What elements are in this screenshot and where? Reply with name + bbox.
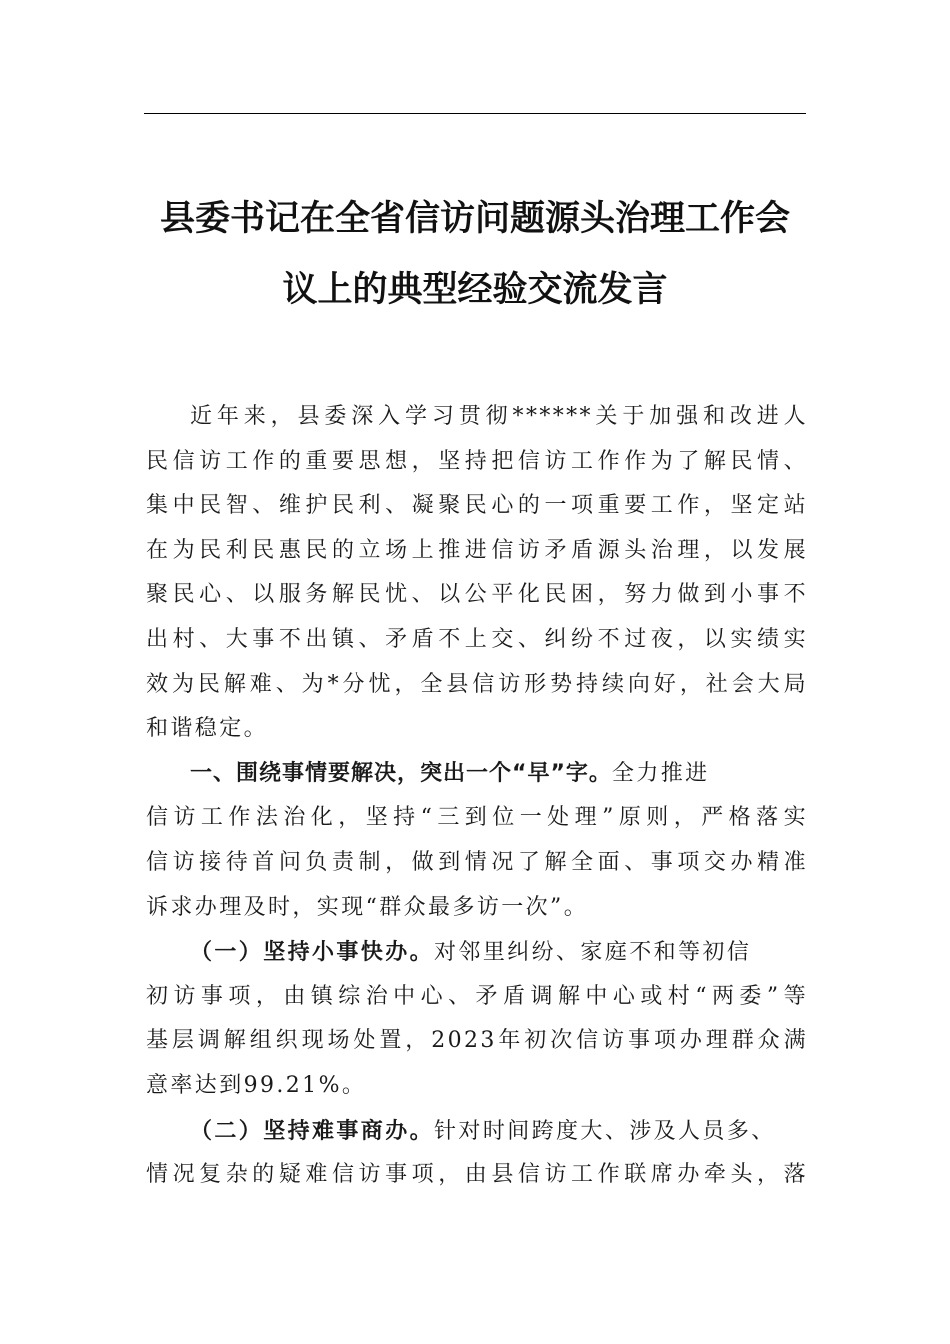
subsection-text: 对邻里纠纷、家庭不和等初信 bbox=[434, 940, 752, 966]
subsection-text: 针对时间跨度大、涉及人员多、 bbox=[434, 1118, 776, 1144]
paragraph-line: 信访接待首问负责制，做到情况了解全面、事项交办精准 bbox=[146, 849, 808, 875]
paragraph-line: 出村、大事不出镇、矛盾不上交、纠纷不过夜，以实绩实 bbox=[146, 626, 808, 652]
paragraph-line: 意率达到99.21%。 bbox=[146, 1072, 367, 1098]
subsection-heading: （二）坚持难事商办。 bbox=[190, 1117, 435, 1144]
section-heading: 一、围绕事情要解决，突出一个“早”字。 bbox=[190, 760, 612, 786]
paragraph-line: 初访事项，由镇综治中心、矛盾调解中心或村“两委”等 bbox=[146, 983, 808, 1009]
paragraph-line: 聚民心、以服务解民忧、以公平化民困，努力做到小事不 bbox=[146, 582, 808, 608]
header-rule bbox=[144, 113, 806, 114]
subsection-heading-line bbox=[146, 1109, 808, 1154]
subsection-heading: （一）坚持小事快办。 bbox=[190, 939, 435, 966]
paragraph-line: 效为民解难、为*分忧，全县信访形势持续向好，社会大局 bbox=[146, 671, 808, 697]
paragraph-line: 集中民智、维护民利、凝聚民心的一项重要工作，坚定站 bbox=[146, 493, 808, 519]
paragraph-line: 情况复杂的疑难信访事项，由县信访工作联席办牵头，落 bbox=[146, 1162, 808, 1188]
section-text: 全力推进 bbox=[611, 760, 710, 786]
paragraph-line: 诉求办理及时，实现“群众最多访一次”。 bbox=[146, 894, 589, 920]
paragraph-line: 在为民利民惠民的立场上推进信访矛盾源头治理，以发展 bbox=[146, 537, 808, 563]
paragraph-line: 民信访工作的重要思想，坚持把信访工作作为了解民情、 bbox=[146, 448, 808, 474]
section-heading-line bbox=[146, 752, 808, 797]
subsection-heading-line bbox=[146, 930, 808, 975]
document-title-line-1: 县委书记在全省信访问题源头治理工作会 bbox=[159, 198, 790, 239]
paragraph-line: 信访工作法治化，坚持“三到位一处理”原则，严格落实 bbox=[146, 805, 808, 831]
paragraph-line: 和谐稳定。 bbox=[146, 716, 269, 742]
document-body bbox=[146, 395, 808, 1198]
paragraph-line: 近年来，县委深入学习贯彻******关于加强和改进人 bbox=[190, 404, 808, 429]
paragraph-line: 基层调解组织现场处置，2023年初次信访事项办理群众满 bbox=[146, 1028, 808, 1054]
document-title-line-2: 议上的典型经验交流发言 bbox=[282, 269, 668, 310]
